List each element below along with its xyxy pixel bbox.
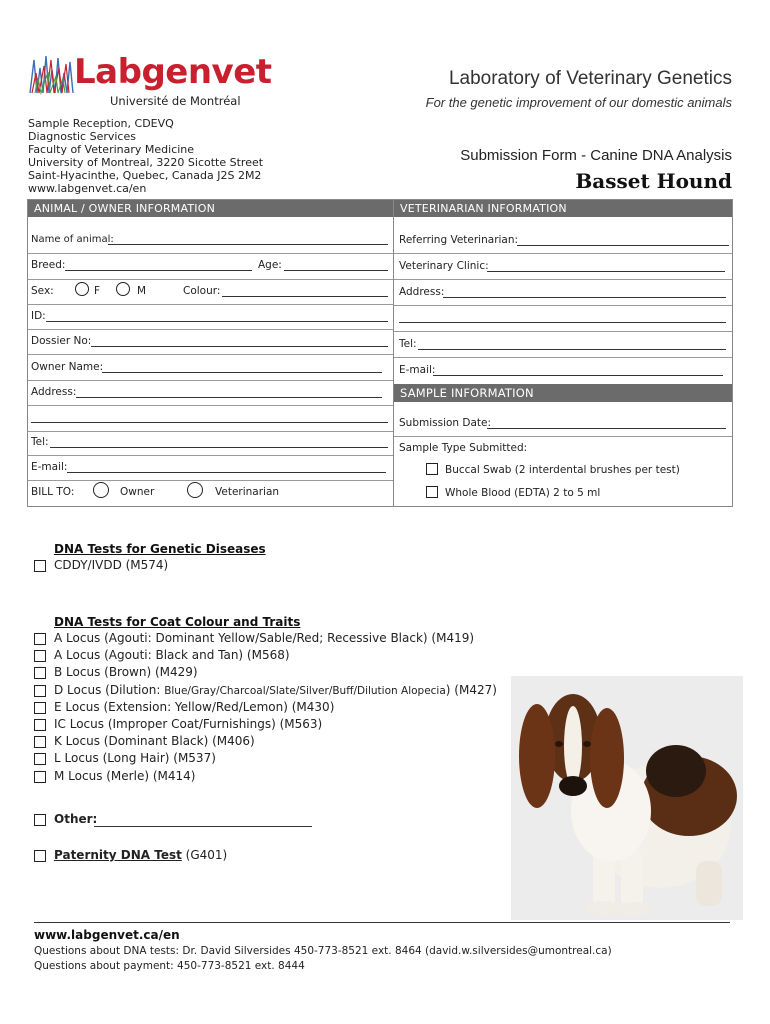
sex-m-label: M bbox=[137, 285, 147, 297]
vet-address-field-2[interactable] bbox=[399, 322, 726, 323]
row-divider bbox=[394, 357, 732, 358]
b-locus-label: B Locus (Brown) (M429) bbox=[54, 665, 198, 679]
animal-name-label: Name of animal: bbox=[31, 234, 114, 245]
website-link[interactable]: www.labgenvet.ca/en bbox=[28, 182, 147, 195]
address-line: University of Montreal, 3220 Sicotte Street bbox=[28, 156, 264, 169]
animal-owner-bar: ANIMAL / OWNER INFORMATION bbox=[28, 200, 393, 217]
genetic-diseases-heading: DNA Tests for Genetic Diseases bbox=[54, 542, 266, 556]
ic-locus-checkbox[interactable] bbox=[34, 719, 46, 731]
footer-rule bbox=[34, 922, 730, 923]
a-locus-agouti-label bbox=[54, 631, 474, 645]
row-divider bbox=[28, 329, 393, 330]
buccal-swab-label: Buccal Swab (2 interdental brushes per test) bbox=[445, 464, 680, 476]
form-title: Submission Form - Canine DNA Analysis bbox=[460, 147, 732, 164]
address-line: Saint-Hyacinthe, Quebec, Canada J2S 2M2 bbox=[28, 169, 262, 182]
sex-m-radio[interactable] bbox=[116, 282, 130, 296]
owner-name-field[interactable] bbox=[102, 372, 382, 373]
submission-date-label: Submission Date: bbox=[399, 417, 492, 429]
breed-label: Breed: bbox=[31, 259, 66, 271]
l-locus-checkbox[interactable] bbox=[34, 753, 46, 765]
column-divider bbox=[393, 199, 394, 507]
footer-payment-contact: Questions about payment: 450-773-8521 ext. 8444 bbox=[34, 960, 305, 972]
bill-vet-radio[interactable] bbox=[187, 482, 203, 498]
age-label: Age: bbox=[258, 259, 282, 271]
basset-hound-illustration bbox=[511, 676, 743, 920]
cddy-checkbox[interactable] bbox=[34, 560, 46, 572]
vet-tel-label: Tel: bbox=[399, 338, 417, 350]
a-locus-black-tan-checkbox[interactable] bbox=[34, 650, 46, 662]
vet-address-label: Address: bbox=[399, 286, 445, 298]
address-line: Sample Reception, CDEVQ bbox=[28, 117, 174, 130]
owner-email-field[interactable] bbox=[67, 472, 386, 473]
e-locus-label: E Locus (Extension: Yellow/Red/Lemon) (M430) bbox=[54, 700, 335, 714]
vet-tel-field[interactable] bbox=[418, 349, 726, 350]
paternity-text: Paternity DNA Test bbox=[54, 848, 182, 862]
test-text: A Locus (Agouti: Dominant Yellow/Sable/Red; Recessive Black) bbox=[54, 631, 428, 645]
coat-traits-heading: DNA Tests for Coat Colour and Traits bbox=[54, 615, 301, 629]
m-locus-label: M Locus (Merle) (M414) bbox=[54, 769, 196, 783]
other-field[interactable] bbox=[94, 826, 312, 827]
bill-to-label: BILL TO: bbox=[31, 486, 75, 498]
address-line: Diagnostic Services bbox=[28, 130, 136, 143]
l-locus-label: L Locus (Long Hair) (M537) bbox=[54, 751, 216, 765]
lab-title: Laboratory of Veterinary Genetics bbox=[448, 68, 732, 89]
id-field[interactable] bbox=[46, 321, 388, 322]
id-label: ID: bbox=[31, 310, 46, 322]
row-divider bbox=[394, 436, 732, 437]
sex-label: Sex: bbox=[31, 285, 54, 297]
labgenvet-logo bbox=[28, 48, 272, 110]
test-detail: Blue/Gray/Charcoal/Slate/Silver/Buff/Dilution Alopecia bbox=[164, 685, 446, 697]
test-text: D Locus (Dilution: bbox=[54, 683, 165, 697]
e-locus-checkbox[interactable] bbox=[34, 702, 46, 714]
owner-address-field-2[interactable] bbox=[31, 422, 388, 423]
buccal-swab-checkbox[interactable] bbox=[426, 463, 438, 475]
row-divider bbox=[394, 253, 732, 254]
vet-address-field[interactable] bbox=[443, 297, 726, 298]
owner-address-field[interactable] bbox=[76, 397, 382, 398]
owner-email-label: E-mail: bbox=[31, 461, 68, 473]
breed-title: Basset Hound bbox=[575, 169, 732, 193]
bill-owner-label: Owner bbox=[120, 486, 155, 498]
b-locus-checkbox[interactable] bbox=[34, 667, 46, 679]
other-label: Other: bbox=[54, 812, 98, 826]
lab-tagline: For the genetic improvement of our domestic animals bbox=[425, 95, 732, 110]
reception-address bbox=[28, 117, 263, 195]
vet-clinic-label: Veterinary Clinic: bbox=[399, 260, 489, 272]
row-divider bbox=[28, 380, 393, 381]
k-locus-label: K Locus (Dominant Black) (M406) bbox=[54, 734, 255, 748]
row-divider bbox=[28, 405, 393, 406]
basset-hound-photo bbox=[511, 676, 743, 920]
owner-tel-field[interactable] bbox=[50, 447, 388, 448]
row-divider bbox=[28, 455, 393, 456]
footer-website[interactable]: www.labgenvet.ca/en bbox=[34, 928, 180, 942]
row-divider bbox=[394, 305, 732, 306]
vet-email-field[interactable] bbox=[433, 375, 723, 376]
cddy-label: CDDY/IVDD (M574) bbox=[54, 558, 169, 572]
d-locus-label bbox=[54, 683, 497, 697]
m-locus-checkbox[interactable] bbox=[34, 771, 46, 783]
sex-f-radio[interactable] bbox=[75, 282, 89, 296]
colour-label: Colour: bbox=[183, 285, 221, 297]
paternity-checkbox[interactable] bbox=[34, 850, 46, 862]
row-divider bbox=[394, 279, 732, 280]
owner-tel-label: Tel: bbox=[31, 436, 49, 448]
other-checkbox[interactable] bbox=[34, 814, 46, 826]
logo-university: Université de Montréal bbox=[110, 94, 241, 108]
age-field[interactable] bbox=[284, 270, 388, 271]
test-code: ) (M427) bbox=[445, 683, 497, 697]
logo-wordmark: Labgenvet bbox=[74, 52, 272, 92]
submission-date-field[interactable] bbox=[487, 428, 726, 429]
address-line: Faculty of Veterinary Medicine bbox=[28, 143, 195, 156]
bill-vet-label: Veterinarian bbox=[215, 486, 280, 498]
d-locus-checkbox[interactable] bbox=[34, 685, 46, 697]
vet-clinic-field[interactable] bbox=[487, 271, 725, 272]
a-locus-agouti-checkbox[interactable] bbox=[34, 633, 46, 645]
k-locus-checkbox[interactable] bbox=[34, 736, 46, 748]
owner-address-label: Address: bbox=[31, 386, 77, 398]
sample-info-bar: SAMPLE INFORMATION bbox=[394, 384, 732, 402]
dossier-label: Dossier No: bbox=[31, 335, 92, 347]
row-divider bbox=[28, 279, 393, 280]
colour-field[interactable] bbox=[222, 296, 388, 297]
whole-blood-checkbox[interactable] bbox=[426, 486, 438, 498]
row-divider bbox=[28, 354, 393, 355]
paternity-code: (G401) bbox=[181, 848, 228, 862]
sample-type-label: Sample Type Submitted: bbox=[399, 442, 528, 454]
animal-name-field[interactable] bbox=[108, 244, 388, 245]
a-locus-black-tan-label: A Locus (Agouti: Black and Tan) (M568) bbox=[54, 648, 290, 662]
row-divider bbox=[28, 480, 393, 481]
vet-email-label: E-mail: bbox=[399, 364, 436, 376]
paternity-label bbox=[54, 848, 227, 862]
breed-field[interactable] bbox=[65, 270, 252, 271]
dossier-field[interactable] bbox=[91, 346, 388, 347]
owner-name-label: Owner Name: bbox=[31, 361, 104, 373]
row-divider bbox=[394, 331, 732, 332]
row-divider bbox=[28, 431, 393, 432]
bill-owner-radio[interactable] bbox=[93, 482, 109, 498]
veterinarian-bar: VETERINARIAN INFORMATION bbox=[394, 200, 732, 217]
referring-vet-field[interactable] bbox=[517, 245, 729, 246]
referring-vet-label: Referring Veterinarian: bbox=[399, 234, 519, 246]
sex-f-label: F bbox=[94, 285, 101, 297]
footer-dna-contact: Questions about DNA tests: Dr. David Silversides 450-773-8521 ext. 8464 (david.w.silversides@umontreal.ca) bbox=[34, 945, 612, 957]
row-divider bbox=[28, 304, 393, 305]
ic-locus-label: IC Locus (Improper Coat/Furnishings) (M563) bbox=[54, 717, 323, 731]
row-divider bbox=[28, 253, 393, 254]
test-code: (M419) bbox=[427, 631, 475, 645]
whole-blood-label: Whole Blood (EDTA) 2 to 5 ml bbox=[445, 487, 601, 499]
